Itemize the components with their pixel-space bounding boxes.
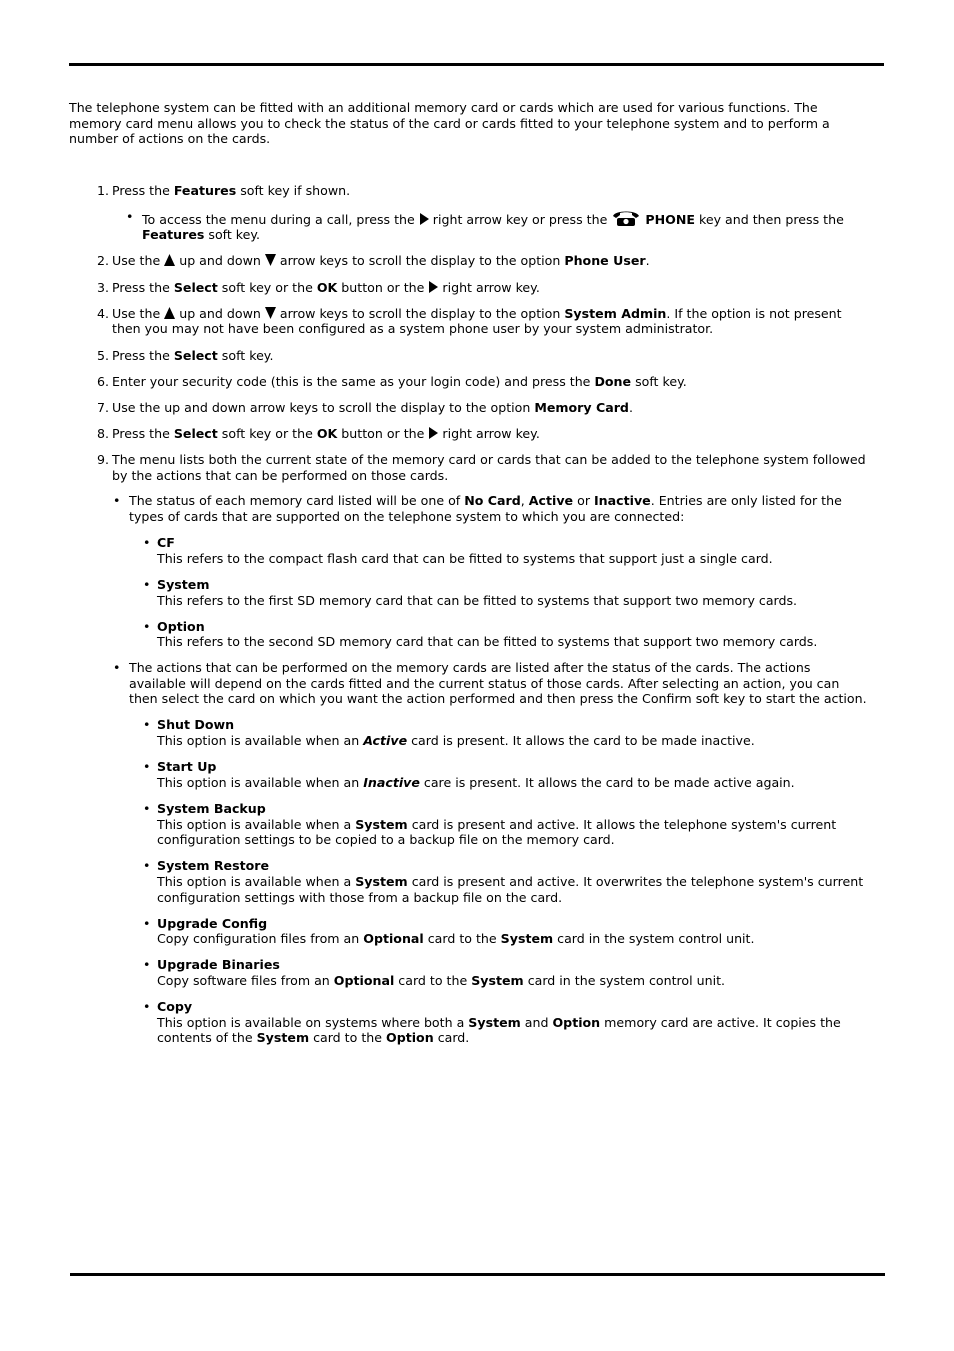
step-7: 7. Use the up and down arrow keys to scroll the display to the option Memory Card.	[97, 399, 633, 415]
step-8: 8. Press the Select soft key or the OK button or the right arrow key.	[97, 426, 540, 442]
step-1-note: • To access the menu during a call, press the right arrow key or press the PHONE key and then press the Features soft key.	[126, 208, 844, 243]
step-1: 1. Press the Features soft key if shown. • To access the menu during a call, press the right arrow key or press the PHONE key and then press the Features soft key.	[69, 183, 869, 243]
header-rule	[69, 63, 884, 66]
phone-icon	[611, 209, 641, 226]
step-3: 3. Press the Select soft key or the OK button or the right arrow key.	[97, 279, 540, 295]
card-item-cf: • CF This refers to the compact flash card that can be fitted to systems that support just a single card.	[143, 535, 773, 566]
action-upgrade-binaries: • Upgrade Binaries Copy software files from an Optional card to the System card in the system control unit.	[143, 957, 726, 989]
step-2: 2. Use the up and down arrow keys to scroll the display to the option Phone User.	[97, 253, 650, 269]
card-status-note: • The status of each memory card listed will be one of No Card, Active or Inactive. Entries are only listed for the types of cards that are supported on the telephone system to which you are connected: • CF This refers to the compact flash card that can be fitted to systems that support just a single card. • System This refers to the first SD memory card that can be fitted to systems that support two memory cards. • Option This refers to the second SD memory card that can be fitted to systems that support two memory cards.	[99, 493, 869, 650]
step-6: 6. Enter your security code (this is the same as your login code) and press the Done soft key.	[97, 373, 687, 389]
action-system-backup: • System Backup This option is available when a System card is present and active. It allows the telephone system's current configuration settings to be copied to a backup file on the memory card.	[143, 800, 837, 848]
action-copy: • Copy This option is available on systems where both a System and Option memory card are active. It copies the contents of the System card to the Option card.	[143, 999, 841, 1046]
step-9: 9. The menu lists both the current state of the memory card or cards that can be added to the telephone system followed by the actions that can be performed on those cards. • The status of each memory card listed will be one of No Card, Active or Inactive. Entries are only listed for the types of cards that are supported on the telephone system to which you are connected: • CF This refers to the compact flash card that can be fitted to systems that support just a single card. • System This refers to the first SD memory card that can be fitted to systems that support two memory cards. • Option This refers to the second SD memory card that can be fitted to systems that support two memory cards. • The actions that can be performed on the memory cards are listed after the status of the cards. The actions available will depend on the cards fitted and the current status of those cards. After selecting an action, you can then select the card on which you want the action performed and then press the Confirm soft key to start the action. • Shut Down This option is available when an Active card is present. It allows the card to be made inactive. • Start Up This option is available when an Inactive care is present. It allows the card to be made active again. • System Backup This option is available when a System card is present and active. It allows the telephone system's current configuration settings to be copied to a backup file on the memory card. • System Restore This option is available when a System card is present and active. It overwrites the telephone system's current configuration settings with those from a backup file on the card. • Upgrade Config Copy configuration files from an Optional card to the System card in the system control unit. • Upgrade Binaries Copy software files from an Optional card to the System card in the system control unit. • Copy This option is available on systems where both a System and Option memory card are active. It copies the contents of the System card to the Option card.	[69, 452, 869, 1046]
down-arrow-icon	[265, 307, 276, 319]
down-arrow-icon	[265, 254, 276, 266]
action-shut-down: • Shut Down This option is available when an Active card is present. It allows the card to be made inactive.	[143, 717, 755, 748]
step-5: 5. Press the Select soft key.	[97, 347, 274, 363]
right-arrow-icon	[428, 427, 438, 439]
steps-list	[69, 183, 869, 1057]
up-arrow-icon	[164, 254, 175, 266]
action-start-up: • Start Up This option is available when an Inactive care is present. It allows the card to be made active again.	[143, 759, 795, 790]
actions-note: • The actions that can be performed on the memory cards are listed after the status of the cards. The actions available will depend on the cards fitted and the current status of those cards. After selecting an action, you can then select the card on which you want the action performed and then press the Confirm soft key to start the action. • Shut Down This option is available when an Active card is present. It allows the card to be made inactive. • Start Up This option is available when an Inactive care is present. It allows the card to be made active again. • System Backup This option is available when a System card is present and active. It allows the telephone system's current configuration settings to be copied to a backup file on the memory card. • System Restore This option is available when a System card is present and active. It overwrites the telephone system's current configuration settings with those from a backup file on the card. • Upgrade Config Copy configuration files from an Optional card to the System card in the system control unit. • Upgrade Binaries Copy software files from an Optional card to the System card in the system control unit. • Copy This option is available on systems where both a System and Option memory card are active. It copies the contents of the System card to the Option card.	[99, 660, 869, 1046]
action-system-restore: • System Restore This option is available when a System card is present and active. It overwrites the telephone system's current configuration settings with those from a backup file on the card.	[143, 858, 864, 905]
card-item-option: • Option This refers to the second SD memory card that can be fitted to systems that support two memory cards.	[143, 618, 818, 650]
up-arrow-icon	[164, 307, 175, 319]
card-item-system: • System This refers to the first SD memory card that can be fitted to systems that support two memory cards.	[143, 577, 798, 608]
intro-paragraph: The telephone system can be fitted with an additional memory card or cards which are used for various functions. The memory card menu allows you to check the status of the card or cards fitted to your telephone system and to perform a number of actions on the cards.	[69, 100, 830, 147]
step-4: 4. Use the up and down arrow keys to scroll the display to the option System Admin. If the option is not present then you may not have been configured as a system phone user by your system administrator.	[97, 305, 842, 337]
footer-rule	[70, 1273, 885, 1276]
action-upgrade-config: • Upgrade Config Copy configuration files from an Optional card to the System card in the system control unit.	[143, 915, 755, 947]
right-arrow-icon	[428, 281, 438, 293]
right-arrow-icon	[419, 213, 429, 225]
